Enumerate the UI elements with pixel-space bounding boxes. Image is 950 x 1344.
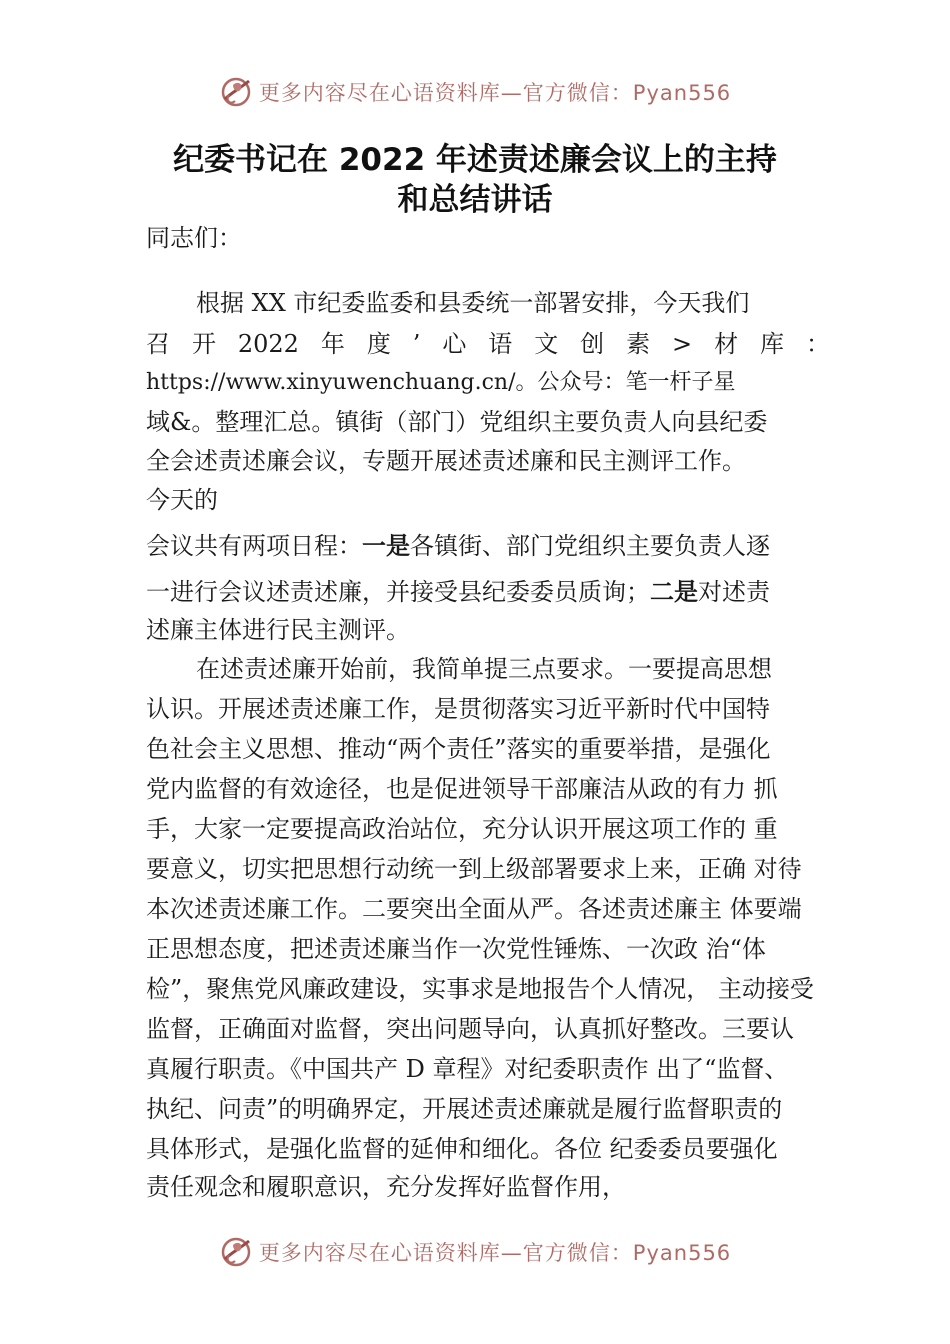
p1-line-2: [146, 329, 830, 359]
title-line-1: 纪委书记在 2022 年述责述廉会议上的主持: [173, 142, 777, 178]
p1-line-2-token: 创: [580, 330, 605, 358]
p1-line-2-token: 材: [714, 330, 739, 358]
p1-line-2-token: 召: [146, 330, 170, 358]
p1-line-2-token: 心: [442, 330, 467, 358]
p1-line-2-token: >: [672, 330, 693, 358]
p1-line-5: 全会述责述廉会议，专题开展述责述廉和民主测评工作。: [146, 447, 746, 475]
p2-line: 真履行职责。《中国共产 D 章程》对纪委职责作 出了“监督、: [146, 1055, 789, 1083]
emphasis-second: 二是: [650, 578, 698, 606]
flower-logo-icon: [219, 75, 253, 109]
p1-line-2-token: 库: [760, 330, 785, 358]
p1-line-2-token: 年: [320, 330, 345, 358]
p2-line: 本次述责述廉工作。二要突出全面从严。各述责述廉主 体要端: [146, 895, 802, 923]
p1-line-9: 述廉主体进行民主测评。: [146, 616, 410, 644]
title-line-2: 和总结讲话: [397, 182, 553, 218]
p2-line: 监督，正确面对监督，突出问题导向，认真抓好整改。三要认: [146, 1015, 794, 1043]
p1-line-2-token: ：: [805, 330, 830, 358]
emphasis-first: 一是: [362, 532, 410, 560]
p2-line: 具体形式，是强化监督的延伸和细化。各位 纪委委员要强化: [146, 1135, 778, 1163]
p1-line-1: 根据 XX 市纪委监委和县委统一部署安排，今天我们: [196, 289, 750, 317]
p2-line: 党内监督的有效途径，也是促进领导干部廉洁从政的有力 抓: [146, 775, 778, 803]
document-title: [80, 140, 870, 220]
banner-text: 更多内容尽在心语资料库—官方微信：Pyan556: [258, 81, 732, 105]
p1-line-6: 今天的: [146, 486, 218, 514]
p2-line: 正思想态度，把述责述廉当作一次党性锤炼、一次政 治“体: [146, 935, 766, 963]
p1-line-8-text: 一进行会议述责述廉，并接受县纪委委员质询；: [146, 578, 650, 606]
p1-line-2-token: 文: [534, 330, 559, 358]
banner-text: 更多内容尽在心语资料库—官方微信：Pyan556: [258, 1241, 732, 1265]
p1-line-7-text: 会议共有两项日程：: [146, 532, 362, 560]
p2-line: 要意义，切实把思想行动统一到上级部署要求上来，正确 对待: [146, 855, 802, 883]
header-banner: [0, 72, 950, 112]
p2-line: 认识。开展述责述廉工作，是贯彻落实习近平新时代中国特: [146, 695, 770, 723]
p2-line: 手，大家一定要提高政治站位，充分认识开展这项工作的 重: [146, 815, 778, 843]
p2-line: 在述责述廉开始前，我简单提三点要求。一要提高思想: [196, 655, 772, 683]
p2-line: 色社会主义思想、推动“两个责任”落实的重要举措，是强化: [146, 735, 771, 763]
p2-line: 执纪、问责”的明确界定，开展述责述廉就是履行监督职责的: [146, 1095, 783, 1123]
flower-logo-icon: [219, 1235, 253, 1269]
p1-line-2-token: 度: [366, 330, 391, 358]
p2-line: 责任观念和履职意识，充分发挥好监督作用，: [146, 1173, 626, 1201]
p1-line-4: 域&。整理汇总。镇街（部门）党组织主要负责人向县纪委: [146, 408, 768, 436]
p1-line-2-token: 素: [626, 330, 651, 358]
footer-banner: [0, 1232, 950, 1272]
p1-line-2-token: 开: [191, 330, 216, 358]
p2-line: 检”，聚焦党风廉政建设，实事求是地报告个人情况， 主动接受: [146, 975, 814, 1003]
p1-line-2-token: ’: [412, 330, 421, 358]
p1-line-2-token: 2022: [237, 330, 299, 358]
p1-line-8-text: 对述责: [698, 578, 770, 606]
p1-line-7-text: 各镇街、部门党组织主要负责人逐: [410, 532, 770, 560]
p1-line-7: [146, 531, 770, 561]
p1-line-8: [146, 577, 770, 607]
greeting: 同志们：: [146, 224, 242, 252]
p1-line-2-token: 语: [488, 330, 513, 358]
p1-line-3: https://www.xinyuwenchuang.cn/。公众号：笔一杆子星: [146, 370, 736, 395]
